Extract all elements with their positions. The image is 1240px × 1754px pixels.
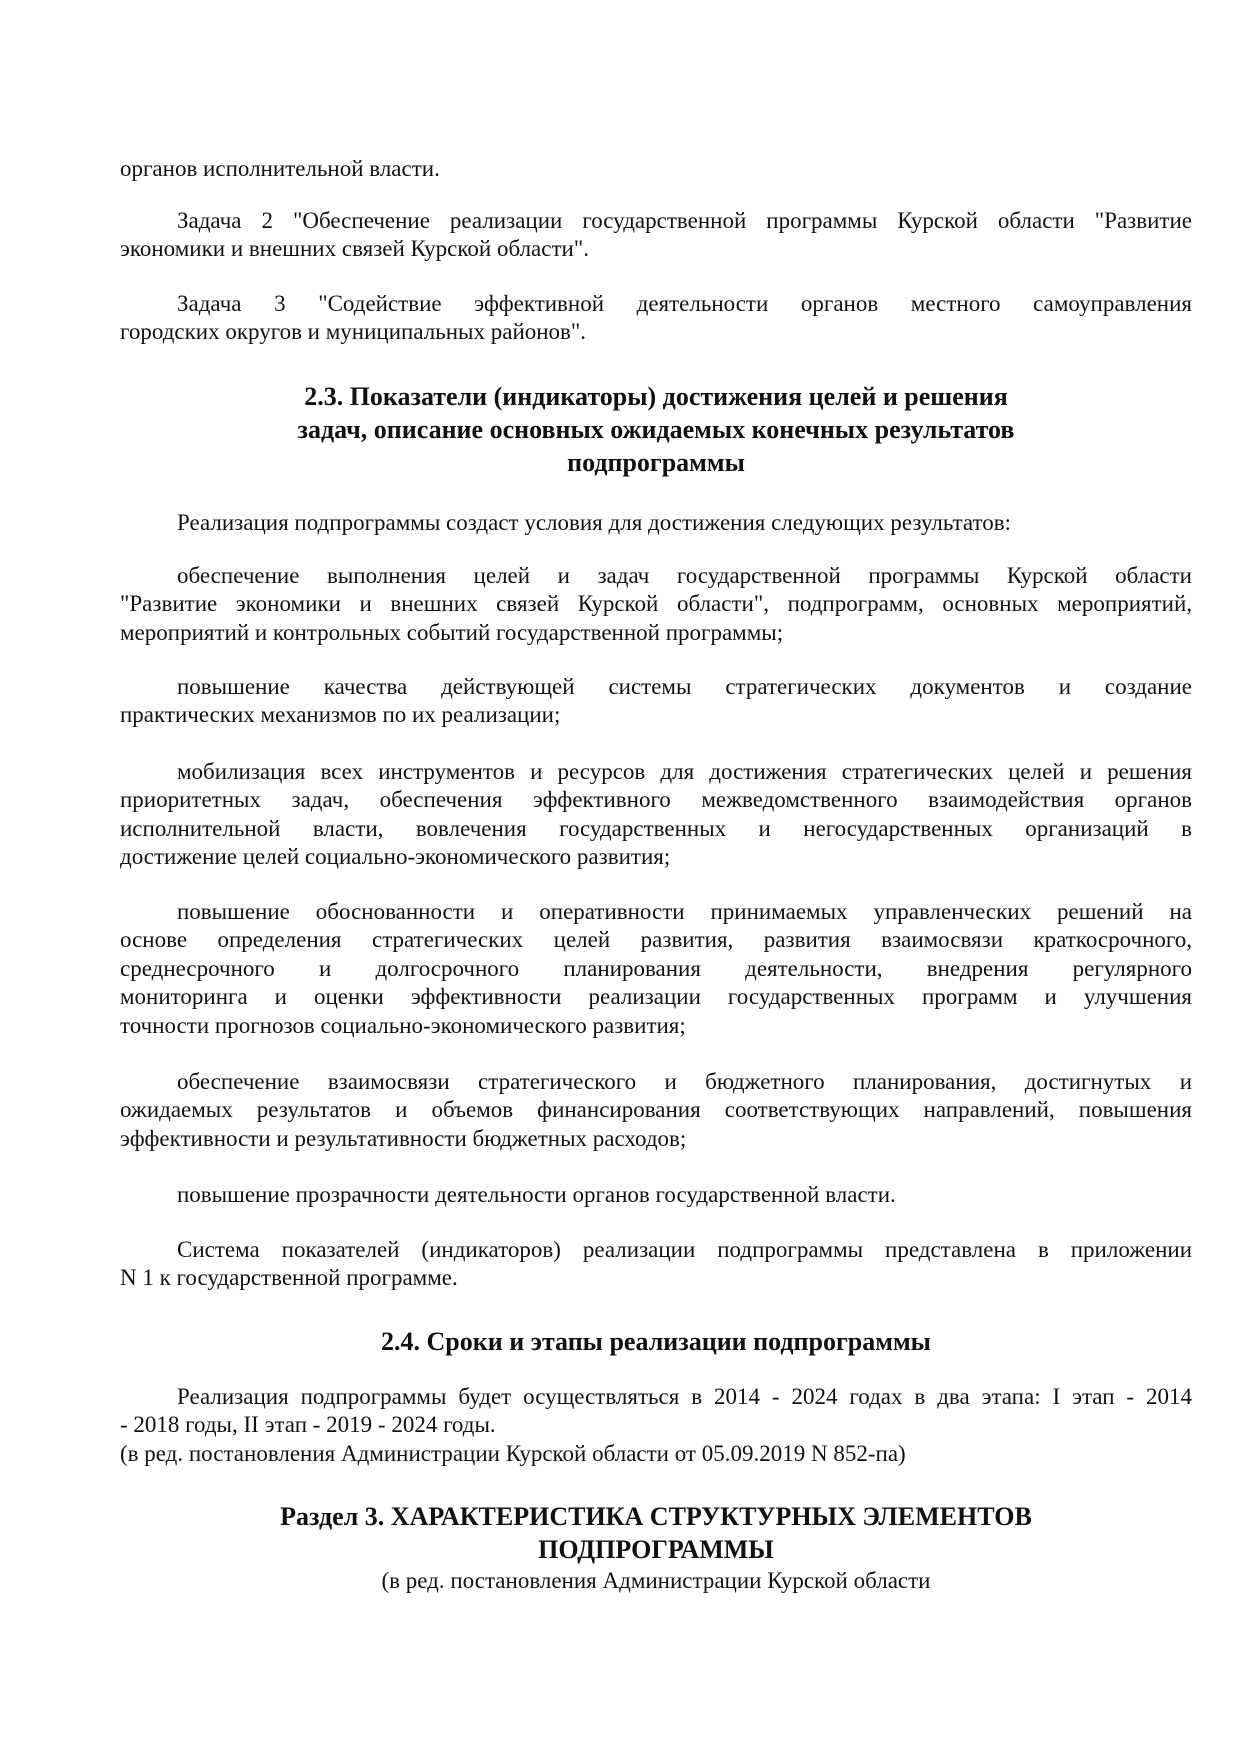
paragraph-timeline [120,1383,1192,1468]
text-line: - 2018 годы, II этап - 2019 - 2024 годы. [120,1412,496,1438]
text-line: Система показателей (индикаторов) реализации подпрограммы представлена в приложении [177,1237,1192,1262]
text-line: среднесрочного и долгосрочного планирования деятельности, внедрения регулярного [120,955,1192,981]
paragraph-result-4 [120,898,1192,1040]
paragraph-result-6 [120,1181,1192,1209]
text-line: экономики и внешних связей Курской области". [120,236,589,262]
text-line: исполнительной власти, вовлечения государственных и негосударственных организаций в [120,815,1192,841]
paragraph-result-1 [120,562,1192,647]
text-line: основе определения стратегических целей развития, развития взаимосвязи краткосрочного, [120,927,1192,953]
text-line: Реализация подпрограммы создаст условия для достижения следующих результатов: [177,510,1011,535]
amendment-note: (в ред. постановления Администрации Курской области [381,1568,931,1593]
text-line: точности прогнозов социально-экономического развития; [120,1012,686,1038]
text-line: эффективности и результативности бюджетных расходов; [120,1125,687,1151]
text-line: органов исполнительной власти. [120,156,440,181]
text-line: мониторинга и оценки эффективности реализации государственных программ и улучшения [120,984,1192,1010]
text-line: N 1 к государственной программе. [120,1265,458,1291]
text-line: достижение целей социально-экономического развития; [120,844,671,870]
paragraph-result-3 [120,758,1192,872]
text-line: Задача 2 "Обеспечение реализации государственной программы Курской области "Развитие [177,208,1192,233]
paragraph-continuation [120,155,1192,183]
section-heading-2-3 [120,380,1192,479]
text-line: повышение обоснованности и оперативности принимаемых управленческих решений на [177,899,1192,924]
heading-line: подпрограммы [567,448,745,477]
section-heading-2-4: 2.4. Сроки и этапы реализации подпрограммы [381,1327,931,1356]
heading-line: 2.3. Показатели (индикаторы) достижения целей и решения [304,382,1008,411]
paragraph-task-2 [120,207,1192,264]
text-line: мероприятий и контрольных событий государственной программы; [120,619,784,645]
text-line: обеспечение взаимосвязи стратегического и бюджетного планирования, достигнутых и [177,1069,1192,1094]
amendment-note: (в ред. постановления Администрации Курской области от 05.09.2019 N 852-па) [120,1440,906,1466]
text-line: городских округов и муниципальных районов". [120,319,587,345]
text-line: повышение прозрачности деятельности органов государственной власти. [177,1182,896,1207]
section-heading-3 [120,1500,1192,1566]
paragraph-results-intro [120,509,1192,537]
text-line: обеспечение выполнения целей и задач государственной программы Курской области [177,563,1192,588]
heading-line: ПОДПРОГРАММЫ [538,1535,774,1564]
text-line: приоритетных задач, обеспечения эффективного межведомственного взаимодействия органов [120,787,1192,813]
paragraph-task-3 [120,290,1192,347]
heading-line: Раздел 3. ХАРАКТЕРИСТИКА СТРУКТУРНЫХ ЭЛЕМЕНТОВ [280,1502,1032,1531]
text-line: "Развитие экономики и внешних связей Курской области", подпрограмм, основных мероприятий, [120,591,1192,617]
text-line: ожидаемых результатов и объемов финансирования соответствующих направлений, повышения [120,1097,1192,1123]
paragraph-result-5 [120,1068,1192,1153]
text-line: повышение качества действующей системы стратегических документов и создание [177,674,1192,699]
paragraph-indicators [120,1236,1192,1293]
text-line: мобилизация всех инструментов и ресурсов для достижения стратегических целей и решения [177,759,1192,784]
text-line: Задача 3 "Содействие эффективной деятельности органов местного самоуправления [177,291,1192,316]
text-line: практических механизмов по их реализации; [120,702,561,728]
heading-line: задач, описание основных ожидаемых конечных результатов [297,415,1015,444]
text-line: Реализация подпрограммы будет осуществляться в 2014 - 2024 годах в два этапа: I этап - 2014 [177,1384,1192,1409]
paragraph-result-2 [120,673,1192,730]
